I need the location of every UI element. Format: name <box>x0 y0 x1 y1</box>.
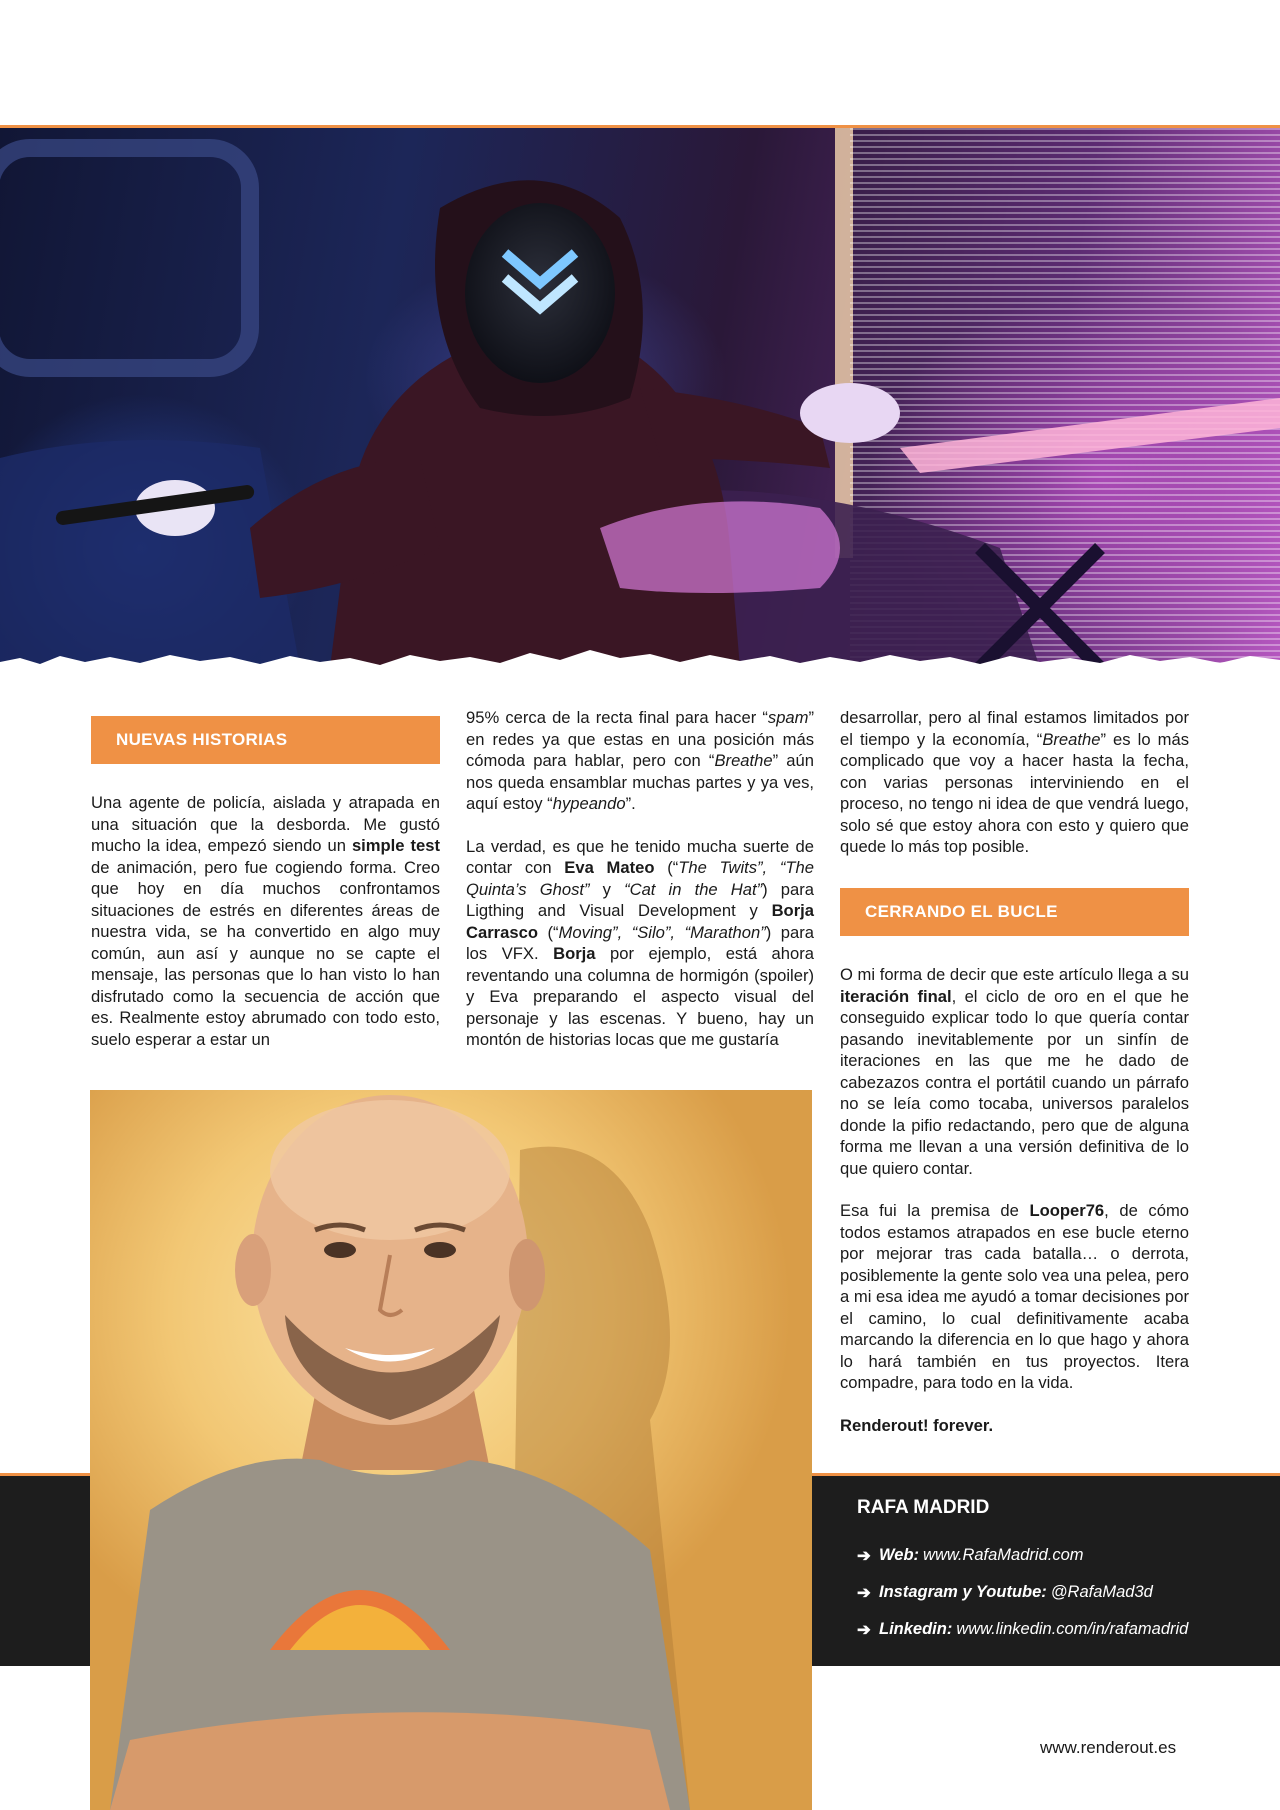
hero-illustration <box>0 125 1280 668</box>
torn-paper-edge <box>0 640 1280 680</box>
paragraph: Una agente de policía, aislada y atrapada en una situación que la desborda. Me gustó mucho la idea, empezó siendo un simple test de animación, pero fue cogiendo forma. Creo que hoy en día muchos confrontamos situaciones de estrés en diferentes áreas de nuestra vida, se ha convertido en algo muy común, aun así y aunque no se capte el mensaje, las personas que lo han visto lo han disfrutado como la secuencia de acción que es. Realmente estoy abrumado con todo esto, suelo esperar a estar un <box>91 793 440 1049</box>
article-column-3-continued <box>840 964 1189 1457</box>
paragraph: O mi forma de decir que este artículo llega a su iteración final, el ciclo de oro en el que he conseguido explicar todo lo que quería contar pasando inevitablemente por un sinfín de iteraciones en las que me he dado de cabezazos contra el portátil cuando un párrafo no se leía como tocaba, universos paralelos donde la pifio redactando, pero que de alguna forma me llevan a una versión definitiva de lo que quiero contar. <box>840 965 1190 1178</box>
link-value[interactable]: www.RafaMadrid.com <box>923 1546 1084 1564</box>
section-heading-text: NUEVAS HISTORIAS <box>116 730 288 749</box>
author-name: RAFA MADRID <box>857 1497 990 1518</box>
link-label: Linkedin: <box>879 1620 953 1638</box>
article-column-1 <box>91 792 440 1071</box>
footer-website-url[interactable]: www.renderout.es <box>1040 1738 1177 1757</box>
author-link-instagram-youtube[interactable] <box>857 1574 1188 1611</box>
paragraph: desarrollar, pero al final estamos limitados por el tiempo y la economía, “Breathe” es lo más complicado que voy a hacer hasta la fecha, con varias personas interviniendo en el proceso, no tengo ni idea de que vendrá luego, solo sé que estoy ahora con esto y quiero que quede lo más top posible. <box>840 708 1189 856</box>
paragraph: 95% cerca de la recta final para hacer “spam” en redes ya que estas en una posición más cómoda para hablar, pero con “Breathe” aún nos queda ensamblar muchas partes y ya ves, aquí estoy “hypeando”. <box>466 708 814 813</box>
author-photo <box>90 1090 812 1810</box>
arrow-right-icon: ➔ <box>857 1583 871 1602</box>
link-label: Web: <box>879 1546 920 1564</box>
hero-scene <box>0 128 1280 668</box>
link-value[interactable]: www.linkedin.com/in/rafamadrid <box>956 1620 1189 1638</box>
paragraph: La verdad, es que he tenido mucha suerte de contar con Eva Mateo (“The Twits”, “The Quinta’s Ghost” y “Cat in the Hat”) para Ligthing and Visual Development y Borja Carrasco (“Moving”, “Silo”, “Marathon”) para los VFX. Borja por ejemplo, está ahora reventando una columna de hormigón (spoiler) y Eva preparando el aspecto visual del personaje y las escenas. Y bueno, hay un montón de historias locas que me gustaría <box>466 836 814 1049</box>
article-column-3 <box>840 707 1189 879</box>
link-value[interactable]: @RafaMad3d <box>1050 1583 1153 1601</box>
section-heading-text: CERRANDO EL BUCLE <box>865 902 1058 921</box>
article-column-2 <box>466 707 814 1072</box>
arrow-right-icon: ➔ <box>857 1546 871 1565</box>
link-label: Instagram y Youtube: <box>879 1583 1047 1601</box>
section-heading-nuevas-historias <box>91 716 440 764</box>
author-link-web[interactable] <box>857 1537 1188 1574</box>
author-portrait <box>90 1090 812 1810</box>
closing-line: Renderout! forever. <box>840 1415 994 1435</box>
section-heading-cerrando-el-bucle <box>840 888 1189 936</box>
paragraph: Esa fui la premisa de Looper76, de cómo todos estamos atrapados en ese bucle eterno por mejorar tras cada batalla… o derrota, posiblemente la gente solo vea una pelea, pero a mi esa idea me ayudó a tomar decisiones por el camino, lo cual definitivamente acaba marcando la diferencia en lo que hago y ahora lo hará también en tus proyectos. Itera compadre, para todo en la vida. <box>840 1201 1189 1392</box>
author-info <box>857 1497 1188 1648</box>
arrow-right-icon: ➔ <box>857 1620 871 1639</box>
author-link-linkedin[interactable] <box>857 1611 1188 1648</box>
